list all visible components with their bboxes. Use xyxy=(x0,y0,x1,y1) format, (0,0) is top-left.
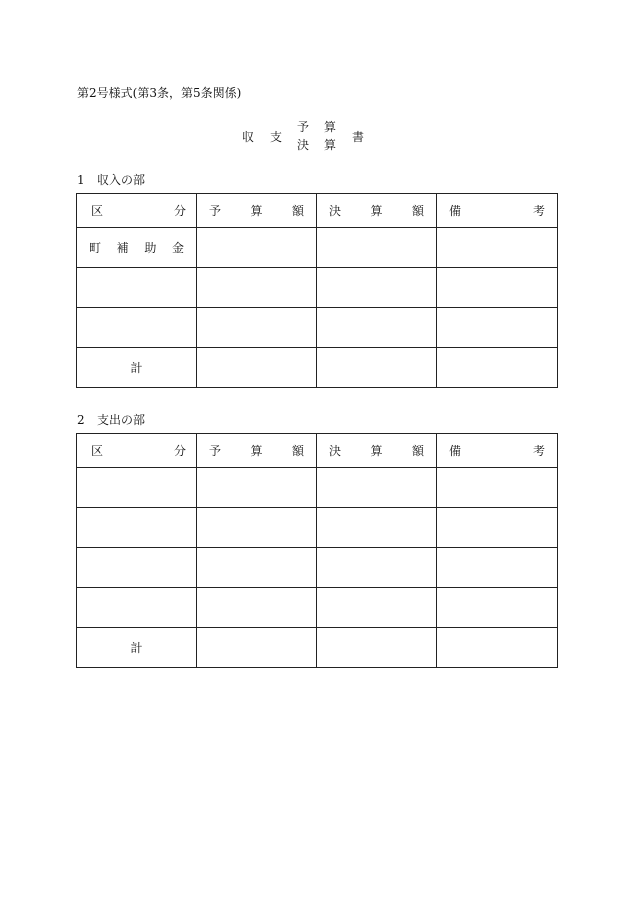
table-row xyxy=(77,588,558,628)
cell-category[interactable] xyxy=(77,468,197,508)
total-row xyxy=(77,628,558,668)
cell-remarks[interactable] xyxy=(437,268,558,308)
section-label: 支出の部 xyxy=(97,413,146,427)
cell-category[interactable]: 町 補 助 金 xyxy=(77,228,197,268)
table-row xyxy=(77,308,558,348)
cell-budget[interactable] xyxy=(197,308,317,348)
cell-budget[interactable] xyxy=(197,268,317,308)
header-budget: 予 算 額 xyxy=(197,434,317,468)
cell-remarks[interactable] xyxy=(437,308,558,348)
cell-category[interactable] xyxy=(77,268,197,308)
expense-header-row xyxy=(77,434,558,468)
cell-budget[interactable] xyxy=(197,548,317,588)
cell-remarks[interactable] xyxy=(437,508,558,548)
cell-budget[interactable] xyxy=(197,628,317,668)
title-char: 予 xyxy=(297,120,310,134)
header-category: 区 分 xyxy=(77,434,197,468)
table-row xyxy=(77,548,558,588)
header-remarks: 備 考 xyxy=(437,434,558,468)
title-char: 決 xyxy=(297,138,310,152)
income-section-heading xyxy=(77,171,145,188)
cell-settlement[interactable] xyxy=(317,348,437,388)
cell-budget[interactable] xyxy=(197,228,317,268)
title-char: 書 xyxy=(352,130,365,144)
cell-remarks[interactable] xyxy=(437,588,558,628)
header-settlement: 決 算 額 xyxy=(317,194,437,228)
cell-total-label: 計 xyxy=(77,348,197,388)
cell-budget[interactable] xyxy=(197,588,317,628)
cell-budget[interactable] xyxy=(197,468,317,508)
title-char: 収 xyxy=(242,130,255,144)
cell-remarks[interactable] xyxy=(437,228,558,268)
cell-remarks[interactable] xyxy=(437,548,558,588)
form-number: 第2号様式(第3条，第5条関係) xyxy=(77,86,242,100)
section-number: 2 xyxy=(77,413,85,427)
cell-category[interactable] xyxy=(77,308,197,348)
cell-settlement[interactable] xyxy=(317,548,437,588)
header-category: 区 分 xyxy=(77,194,197,228)
cell-settlement[interactable] xyxy=(317,228,437,268)
section-number: 1 xyxy=(77,173,85,187)
income-header-row xyxy=(77,194,558,228)
header-budget: 予 算 額 xyxy=(197,194,317,228)
title-char: 支 xyxy=(270,130,283,144)
header-remarks: 備 考 xyxy=(437,194,558,228)
income-table xyxy=(76,193,558,388)
title-char: 算 xyxy=(324,138,337,152)
cell-remarks[interactable] xyxy=(437,628,558,668)
expense-table xyxy=(76,433,558,668)
total-row xyxy=(77,348,558,388)
cell-settlement[interactable] xyxy=(317,628,437,668)
cell-remarks[interactable] xyxy=(437,468,558,508)
table-row xyxy=(77,268,558,308)
cell-settlement[interactable] xyxy=(317,508,437,548)
title-char: 算 xyxy=(324,120,337,134)
table-row xyxy=(77,228,558,268)
cell-settlement[interactable] xyxy=(317,308,437,348)
cell-settlement[interactable] xyxy=(317,588,437,628)
cell-category[interactable] xyxy=(77,508,197,548)
expense-section-heading xyxy=(77,411,145,428)
table-row xyxy=(77,468,558,508)
cell-settlement[interactable] xyxy=(317,268,437,308)
cell-category[interactable] xyxy=(77,588,197,628)
cell-total-label: 計 xyxy=(77,628,197,668)
cell-category[interactable] xyxy=(77,548,197,588)
header-settlement: 決 算 額 xyxy=(317,434,437,468)
document-title xyxy=(240,118,380,152)
cell-settlement[interactable] xyxy=(317,468,437,508)
cell-budget[interactable] xyxy=(197,508,317,548)
cell-budget[interactable] xyxy=(197,348,317,388)
table-row xyxy=(77,508,558,548)
section-label: 収入の部 xyxy=(97,173,146,187)
cell-remarks[interactable] xyxy=(437,348,558,388)
